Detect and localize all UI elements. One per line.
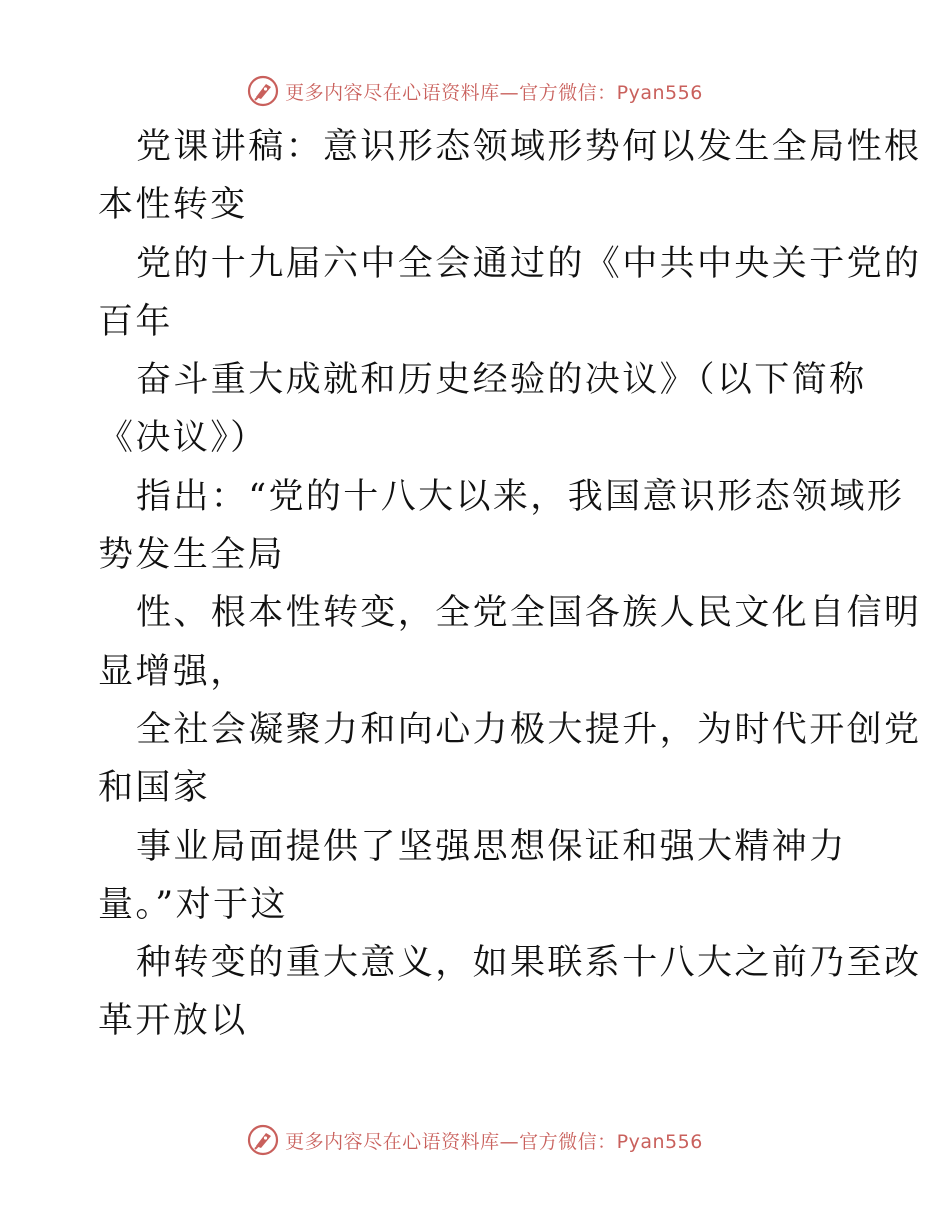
text-line: 势发生全局 <box>98 535 286 576</box>
text-line: 事业局面提供了坚强思想保证和强大精神力 <box>136 826 847 867</box>
text-line: 党课讲稿：意识形态领域形势何以发生全局性根 <box>136 127 922 167</box>
text-line: 和国家 <box>98 768 211 809</box>
text-line: 革开放以 <box>98 1001 248 1042</box>
text-line: 量。”对于这 <box>98 884 288 925</box>
text-line: 性、根本性转变，全党全国各族人民文化自信明 <box>136 593 922 634</box>
text-line: 显增强， <box>98 651 248 692</box>
watermark-text: 更多内容尽在心语资料库—官方微信： <box>285 1130 617 1153</box>
watermark-text: 更多内容尽在心语资料库—官方微信： <box>285 81 617 104</box>
text-line: 种转变的重大意义，如果联系十八大之前乃至改 <box>136 943 922 984</box>
watermark-wechat-id: Pyan556 <box>616 1130 703 1153</box>
document-body <box>98 118 922 1051</box>
text-line: 《决议》） <box>98 418 268 459</box>
header-watermark <box>0 71 950 111</box>
text-line: 奋斗重大成就和历史经验的决议》（以下简称 <box>136 360 867 401</box>
footer-watermark <box>0 1120 950 1160</box>
text-line: 党的十九届六中全会通过的《中共中央关于党的 <box>136 243 922 284</box>
watermark-wechat-id: Pyan556 <box>616 81 703 104</box>
pen-nib-logo-icon <box>247 1124 279 1156</box>
text-line: 百年 <box>98 301 173 342</box>
text-line: 全社会凝聚力和向心力极大提升，为时代开创党 <box>136 709 922 750</box>
text-line: 本性转变 <box>98 185 248 226</box>
text-line: 指出：“党的十八大以来，我国意识形态领域形 <box>136 476 905 517</box>
pen-nib-logo-icon <box>247 75 279 107</box>
